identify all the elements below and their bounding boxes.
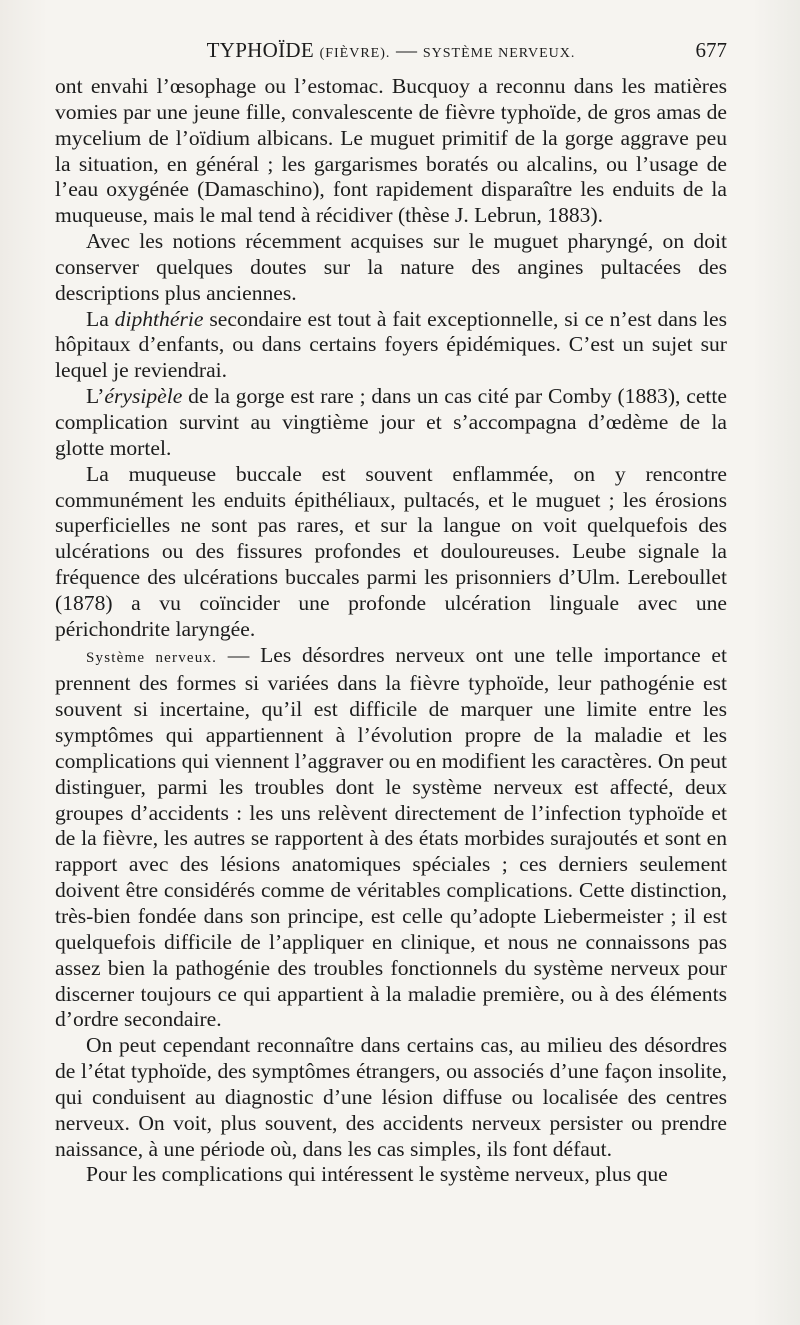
paragraph-2: [55, 229, 727, 307]
paragraph-text: Avec les notions récemment acquises sur le muguet pharyngé, on doit conserver quelques doutes sur la nature des angines pultacées des descriptions plus anciennes.: [55, 229, 727, 305]
paragraph-5: [55, 462, 727, 643]
paragraph-6: [55, 643, 727, 1034]
italic-term: diphthérie: [114, 306, 204, 331]
running-head-paren: (FIÈVRE).: [319, 46, 391, 61]
running-head: [55, 38, 727, 63]
paragraph-3: [55, 307, 727, 385]
paragraph-lead: L’: [86, 384, 105, 409]
paragraph-text: secondaire est tout à fait exceptionnelle, si ce n’est dans les hôpitaux d’enfants, ou dans certains foyers épidémiques. C’est un sujet sur lequel je reviendrai.: [55, 306, 727, 383]
paragraph-text: La muqueuse buccale est souvent enflammée, on y rencontre communément les enduits épithéliaux, pultacés, et le muguet ; les érosions superficielles ne sont pas rares, et sur la langue on voit quelquefois des ulcérations ou des fissures profondes et douloureuses. Leube signale la fréquence des ulcérations buccales parmi les prisonniers d’Ulm. Lereboullet (1878) a vu coïncider une profonde ulcération linguale avec une périchondrite laryngée.: [55, 461, 727, 641]
paragraph-text: de la gorge est rare ; dans un cas cité par Comby (1883), cette complication survint au vingtième jour et s’accompagna d’œdème de la glotte mortel.: [55, 384, 727, 460]
paragraph-8: [55, 1162, 727, 1188]
paragraph-text: On peut cependant reconnaître dans certains cas, au milieu des désordres de l’état typhoïde, des symptômes étrangers, ou associés d’une façon insolite, qui conduisent au diagnostic d’une lésion diffuse ou localisée des centres nerveux. On voit, plus souvent, des accidents nerveux persister ou prendre naissance, à une période où, dans les cas simples, ils font défaut.: [55, 1033, 727, 1161]
paragraph-text: — Les désordres nerveux ont une telle importance et prennent des formes si variées dans la fièvre typhoïde, leur pathogénie est souvent si incertaine, qu’il est difficile de marquer une limite entre les symptômes qui appartiennent à l’évolution propre de la maladie et les complications qui viennent l’aggraver ou en modifient les caractères. On peut distinguer, parmi les troubles dont le système nerveux est affecté, deux groupes d’accidents : les uns relèvent directement de l’infection typhoïde et de la fièvre, les autres se rapportent à des états morbides surajoutés et sont en rapport avec des lésions anatomiques spéciales ; ces derniers seulement doivent être considérés comme de véritables complications. Cette distinction, très-bien fondée dans son principe, est celle qu’adopte Liebermeister ; il est quelquefois difficile de l’appliquer en clinique, et nous ne connaissons pas assez bien la pathogénie des troubles fonctionnels du système nerveux pour discerner toujours ce qui appartient à la maladie première, ou à des éléments d’ordre secondaire.: [55, 642, 727, 1032]
paragraph-text: Pour les complications qui intéressent le système nerveux, plus que: [86, 1162, 668, 1187]
running-head-title: TYPHOÏDE: [206, 38, 314, 62]
paragraph-4: [55, 384, 727, 462]
running-head-dash: —: [395, 38, 418, 62]
paragraph-lead: La: [86, 306, 115, 331]
running-head-section: SYSTÈME NERVEUX.: [422, 46, 576, 61]
italic-term: érysipèle: [104, 384, 183, 409]
paragraph-7: [55, 1033, 727, 1162]
paragraph-text: ont envahi l’œsophage ou l’estomac. Bucquoy a reconnu dans les matières vomies par une jeune fille, convalescente de fièvre typhoïde, de gros amas de mycelium de l’oïdium albicans. Le muguet primitif de la gorge aggrave peu la situation, en général ; les gargarismes boratés ou alcalins, ou l’usage de l’eau oxygénée (Damaschino), font rapidement disparaître les enduits de la muqueuse, mais le mal tend à récidiver (thèse J. Lebrun, 1883).: [55, 74, 727, 228]
paragraph-1: [55, 74, 727, 229]
section-label: Système nerveux.: [86, 649, 218, 666]
page-header: [55, 38, 727, 68]
body-text: [55, 74, 727, 1188]
page-number: 677: [695, 38, 727, 62]
